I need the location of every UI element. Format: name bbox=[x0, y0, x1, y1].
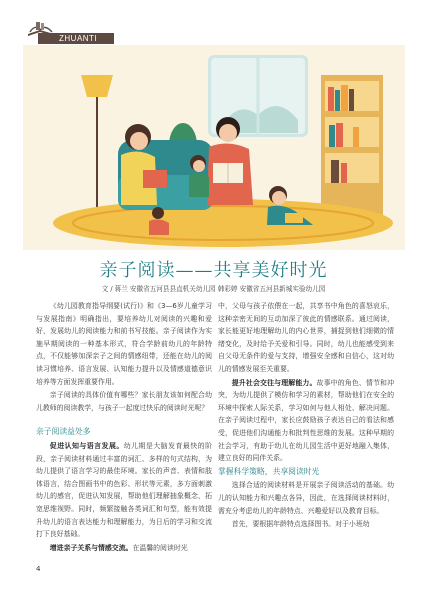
bold-lead: 提升社会交往与理解能力。 bbox=[231, 378, 317, 387]
section-heading: 亲子阅读益处多 bbox=[36, 427, 91, 437]
right-column bbox=[218, 300, 394, 532]
article-title: 亲子阅读——共享美好时光 bbox=[99, 260, 328, 281]
bold-lead: 促进认知与语言发展。 bbox=[49, 441, 124, 450]
paragraph: 中，父母与孩子依偎在一起，共享书中角色的喜怒哀乐，这种亲密无间的互动加深了彼此的情感联系。通过阅读，家长能更好地理解幼儿的内心世界，捕捉到他们细微的情绪变化，及时给予关爱和引导。同时，幼儿也能感受到来自父母无条件的爱与支持，增强安全感和自信心，这对幼儿的情感发展至关重要。 bbox=[218, 302, 394, 373]
section-heading: 掌握科学策略，共享阅读时光 bbox=[218, 466, 320, 476]
section-tag: ZHUANTI bbox=[59, 34, 98, 43]
paragraph: 《幼儿园教育指导纲要(试行)》和《3—6岁儿童学习与发展指南》明确指出，要培养幼儿对阅读的兴趣和爱好，发展幼儿的阅读能力和前书写技能。亲子阅读作为实施早期阅读的一种基本形式，符合学龄前幼儿的年龄特点，不仅能够加深亲子之间的情感纽带，还能在幼儿的阅读习惯培养、语言发展、认知能力提升以及情感道德意识培养等方面发挥重要作用。 bbox=[36, 302, 212, 386]
bold-lead: 增进亲子关系与情感交流。 bbox=[49, 543, 133, 552]
paragraph bbox=[36, 440, 212, 541]
paragraph: 选择合适的阅读材料是开展亲子阅读活动的基础。幼儿的认知能力和兴趣点各异，因此，在选择阅读材料时，需充分考虑幼儿的年龄特点、兴趣爱好以及教育目标。 bbox=[218, 481, 394, 515]
paragraph-text: 在温馨的阅读时光 bbox=[132, 543, 188, 552]
illustration-art bbox=[23, 45, 405, 250]
left-column bbox=[36, 300, 212, 555]
page-number: 4 bbox=[36, 565, 41, 573]
paragraph bbox=[36, 542, 212, 555]
paragraph: 首先，要根据年龄特点选择图书。对于小班幼 bbox=[231, 520, 370, 529]
paragraph: 亲子阅读的具体价值有哪些？家长朋友该如何配合幼儿教师的阅读教学，与孩子一起度过快乐的阅读时光呢？ bbox=[36, 391, 212, 412]
article-byline: 文 / 蒋兰 安徽省五河县县直机关幼儿园 韩彩婷 安徽省五河县新城实验幼儿园 bbox=[101, 285, 326, 293]
paragraph bbox=[218, 377, 394, 465]
family-reading-illustration bbox=[23, 45, 405, 250]
section-header bbox=[24, 20, 120, 42]
paragraph-text: 故事中的角色、情节和冲突，为幼儿提供了模仿和学习的素材，帮助他们在安全的环境中探索人际关系，学习如何与他人相处、解决问题。在亲子阅读过程中，家长应鼓励孩子表达自己的看法和感受，促进他们沟通能力和批判性思维的发展。这种早期的社会学习，有助于幼儿在幼儿园生活中更好地融入集体，建立良好的同伴关系。 bbox=[218, 378, 395, 463]
paragraph-text: 幼儿期是大脑发育最快的阶段，亲子阅读材料通过丰富的词汇、多样的句式结构，为幼儿提供了语言学习的最佳环境。家长的声音、表情和肢体语言，结合图画书中的色彩、形状等元素，多方面刺激幼儿的感官，促进认知发展，帮助他们理解抽象概念，拓宽思维视野。同时，频繁接触各类词汇和句型，能有效提升幼儿的语言表达能力和理解能力，为日后的学习和交流打下良好基础。 bbox=[36, 441, 213, 539]
